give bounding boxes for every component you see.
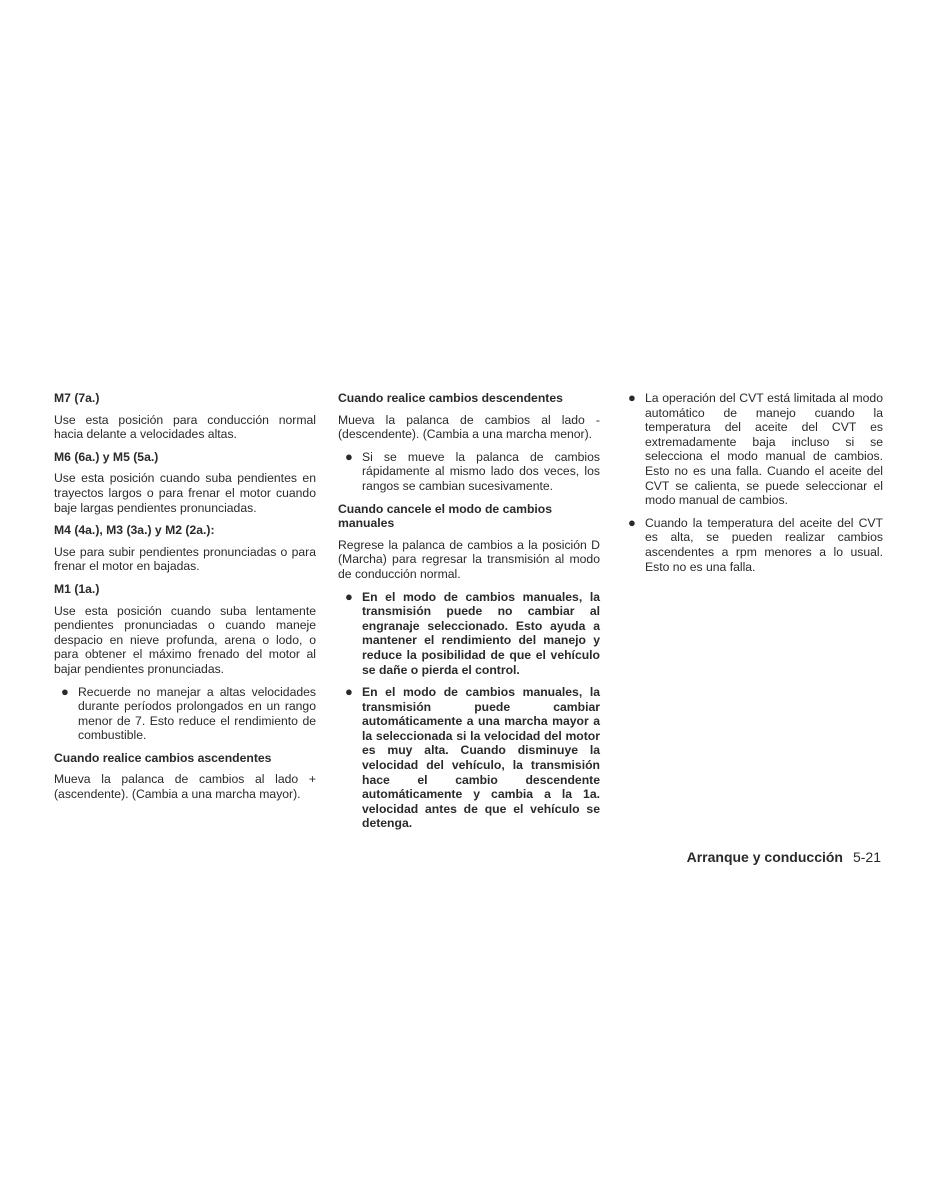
heading-m6-m5: M6 (6a.) y M5 (5a.) (54, 449, 159, 464)
bullet-icon: ● (628, 514, 636, 530)
paragraph-upshift: Mueva la palanca de cambios al lado + (ascendente). (Cambia a una marcha mayor). (54, 772, 316, 802)
page-number: 5-21 (852, 849, 881, 865)
heading-m4-m3-m2: M4 (4a.), M3 (3a.) y M2 (2a.): (54, 523, 215, 538)
list-item: ● En el modo de cambios manuales, la transmisión puede no cambiar al engranaje seleccionado. Esto ayuda a mantener el rendimiento del manejo y reduce la posibilidad de que el vehículo se dañe o pierda el control. (345, 588, 600, 677)
bullet-icon: ● (345, 684, 353, 700)
heading-downshift: Cuando realice cambios descendentes (338, 391, 563, 405)
paragraph-m4-m3-m2: Use para subir pendientes pronunciadas o para frenar el motor en bajadas. (54, 544, 316, 574)
column-middle (338, 391, 600, 839)
heading-m1: M1 (1a.) (54, 581, 100, 596)
list-item: ● Cuando la temperatura del aceite del CVT es alta, se pueden realizar cambios ascendentes a rpm menores a lo usual. Esto no es una falla. (628, 514, 883, 574)
paragraph-m6-m5: Use esta posición cuando suba pendientes en trayectos largos o para frenar el motor cuando baje largas pendientes pronunciadas. (54, 471, 316, 515)
bullet-list-m1 (54, 685, 316, 743)
list-item: ● Si se mueve la palanca de cambios rápidamente al mismo lado dos veces, los rangos se cambian sucesivamente. (345, 448, 600, 493)
bullet-list-cvt (622, 391, 883, 574)
bullet-list-downshift (338, 450, 600, 494)
bullet-icon: ● (61, 683, 69, 699)
paragraph-m7: Use esta posición para conducción normal hacia delante a velocidades altas. (54, 412, 316, 442)
bullet-list-cancel-manual (338, 590, 600, 832)
column-right (622, 391, 883, 582)
list-item: ● La operación del CVT está limitada al modo automático de manejo cuando la temperatura del aceite del CVT es extremadamente baja incluso si se selecciona el modo manual de cambios. Esto no es una falla. Cuando el aceite del CVT se calienta, se puede seleccionar el modo manual de cambios. (628, 390, 883, 508)
heading-m7: M7 (7a.) (54, 391, 100, 405)
page-footer (687, 849, 881, 865)
bullet-icon: ● (628, 390, 636, 405)
section-title: Arranque y conducción (686, 849, 843, 865)
bullet-icon: ● (345, 448, 353, 464)
paragraph-m1: Use esta posición cuando suba lentamente pendientes pronunciadas o cuando maneje despacio en nieve profunda, arena o lodo, o para obtener el máximo frenado del motor al bajar pendientes pronunciadas. (54, 603, 316, 676)
paragraph-downshift: Mueva la palanca de cambios al lado - (descendente). (Cambia a una marcha menor). (338, 412, 600, 442)
list-item: ● Recuerde no manejar a altas velocidades durante períodos prolongados en un rango menor de 7. Esto reduce el rendimiento de combustible. (61, 683, 316, 743)
heading-upshift: Cuando realice cambios ascendentes (54, 750, 272, 765)
bullet-icon: ● (345, 588, 353, 604)
heading-cancel-manual: Cuando cancele el modo de cambios manuales (338, 501, 553, 531)
column-left (54, 391, 316, 810)
paragraph-cancel-manual: Regrese la palanca de cambios a la posición D (Marcha) para regresar la transmisión al modo de conducción normal. (338, 537, 600, 581)
list-item: ● En el modo de cambios manuales, la transmisión puede cambiar automáticamente a una marcha mayor a la seleccionada si la velocidad del motor es muy alta. Cuando disminuye la velocidad del vehículo, la transmisión hace el cambio descendente automáticamente y cambia a la 1a. velocidad antes de que el vehículo se detenga. (345, 684, 600, 831)
